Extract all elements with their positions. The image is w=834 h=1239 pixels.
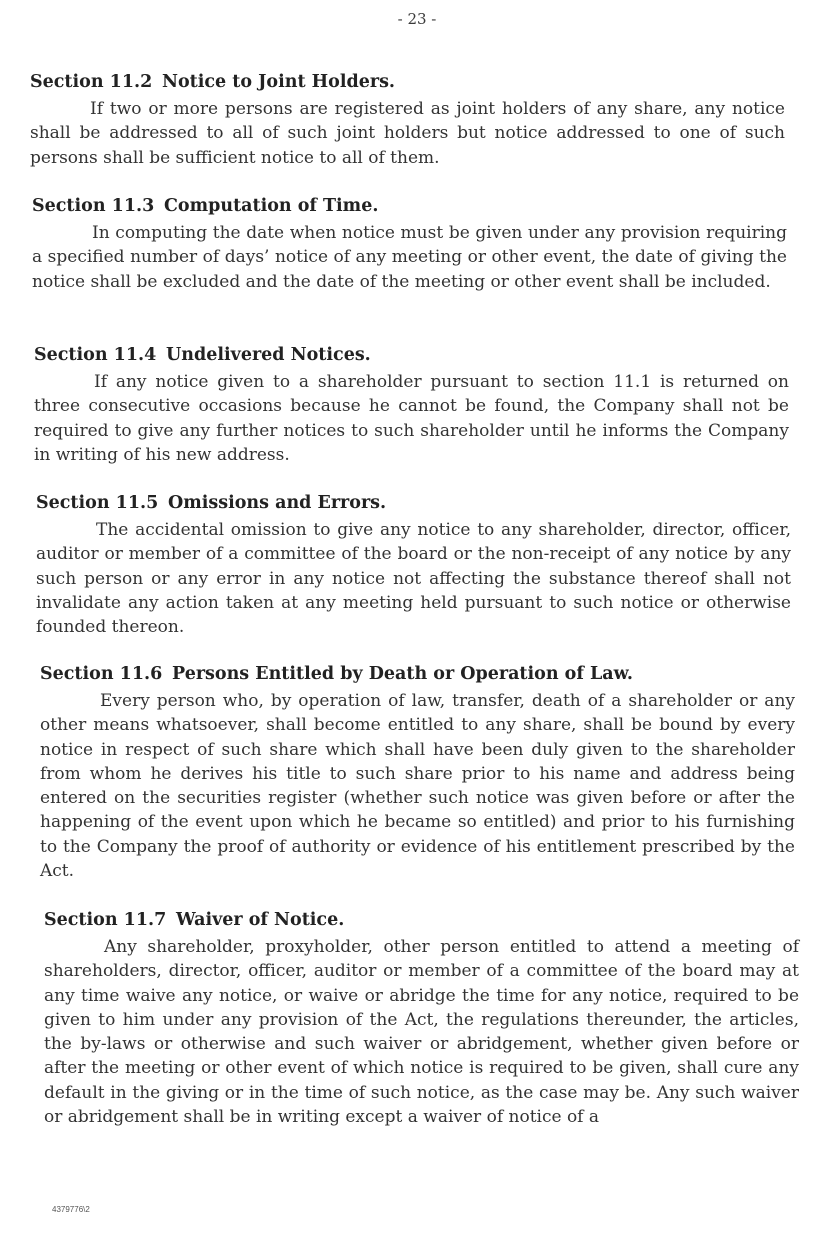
section-heading [44,910,799,930]
section-title: Persons Entitled by Death or Operation of Law. [172,664,633,684]
section-11-7 [44,910,799,1129]
section-body: The accidental omission to give any notice to any shareholder, director, officer, auditor or member of a committee of the board or the non-receipt of any notice by any such person or any error in any notice not affecting the substance thereof shall not invalidate any action taken at any meeting held pursuant to such notice or otherwise founded thereon. [36,520,791,638]
section-title: Computation of Time. [164,196,379,216]
section-body: Every person who, by operation of law, transfer, death of a shareholder or any other means whatsoever, shall become entitled to any share, shall be bound by every notice in respect of such share which shall have been duly given to the shareholder from whom he derives his title to such share prior to his name and address being entered on the securities register (whether such notice was given before or after the happening of the event upon which he became so entitled) and prior to his furnishing to the Company the proof of authority or evidence of his entitlement prescribed by the Act. [40,691,795,882]
section-number: Section 11.4 [34,345,157,365]
section-body: Any shareholder, proxyholder, other person entitled to attend a meeting of shareholders, director, officer, auditor or member of a committee of the board may at any time waive any notice, or waive or abridge the time for any notice, required to be given to him under any provision of the Act, the regulations thereunder, the articles, the by-laws or otherwise and such waiver or abridgement, whether given before or after the meeting or other event of which notice is required to be given, shall cure any default in the giving or in the time of such notice, as the case may be. Any such waiver or abridgement shall be in writing except a waiver of notice of a [44,937,799,1128]
footer-document-id: 4379776\2 [52,1205,90,1214]
section-11-6 [40,664,795,883]
section-number: Section 11.3 [32,196,155,216]
section-number: Section 11.2 [30,72,153,92]
section-body: If any notice given to a shareholder pursuant to section 11.1 is returned on three consecutive occasions because he cannot be found, the Company shall not be required to give any further notices to such shareholder until he informs the Company in writing of his new address. [34,372,789,465]
section-heading [30,72,785,92]
section-heading [36,493,791,513]
section-heading [32,196,787,216]
section-11-5 [36,493,791,639]
section-title: Omissions and Errors. [168,493,387,513]
section-heading [40,664,795,684]
section-title: Notice to Joint Holders. [162,72,396,92]
section-11-4 [34,345,789,467]
section-number: Section 11.7 [44,910,167,930]
section-11-2 [30,72,785,170]
page-number: - 23 - [397,10,437,28]
section-11-3 [32,196,787,294]
section-number: Section 11.5 [36,493,159,513]
section-body: In computing the date when notice must be given under any provision requiring a specified number of days’ notice of any meeting or other event, the date of giving the notice shall be excluded and the date of the meeting or other event shall be included. [32,223,787,292]
section-heading [34,345,789,365]
section-body: If two or more persons are registered as joint holders of any share, any notice shall be addressed to all of such joint holders but notice addressed to one of such persons shall be sufficient notice to all of them. [30,99,785,168]
section-title: Undelivered Notices. [166,345,371,365]
section-number: Section 11.6 [40,664,163,684]
section-title: Waiver of Notice. [176,910,345,930]
